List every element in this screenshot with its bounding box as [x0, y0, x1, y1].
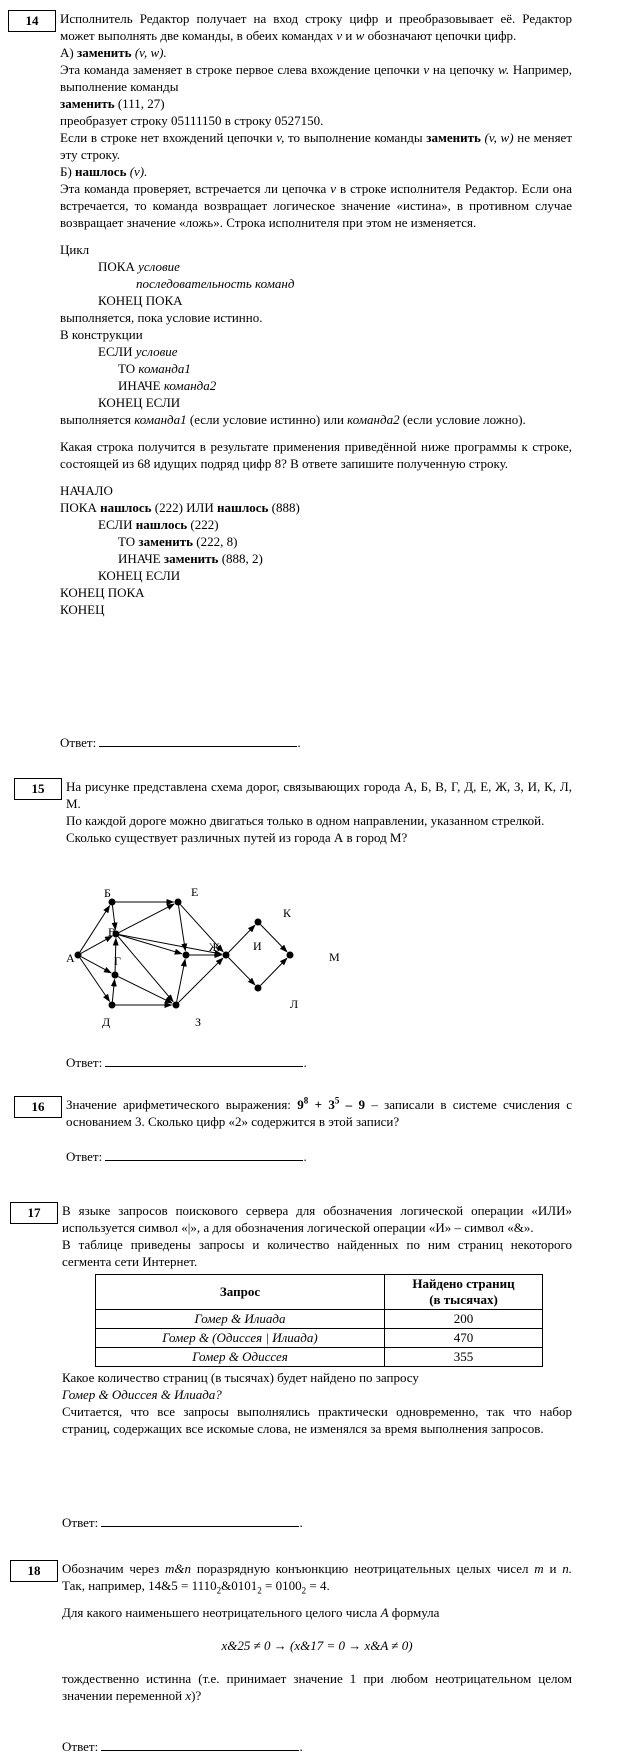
- question: Для какого наименьшего неотрицательного целого числа A формула: [62, 1605, 440, 1620]
- road-z-zh: [177, 959, 185, 1001]
- task-body: [62, 1202, 572, 1437]
- node-label-l: Л: [290, 997, 299, 1011]
- task-number: 14: [8, 10, 56, 32]
- loop-while: ПОКА условие: [98, 259, 180, 274]
- loop-label: Цикл: [60, 242, 90, 257]
- road-k-m: [260, 925, 286, 952]
- table-header: [96, 1275, 543, 1310]
- col-found: Найдено страниц (в тысячах): [385, 1275, 543, 1310]
- if-end: КОНЕЦ ЕСЛИ: [98, 395, 181, 410]
- count-cell: 200: [385, 1310, 543, 1329]
- road-graph: [60, 880, 350, 1030]
- answer-row: Ответ: .: [66, 1052, 578, 1071]
- table-row: [96, 1348, 543, 1367]
- question-1: Какое количество страниц (в тысячах) будет найдено по запросу: [62, 1370, 419, 1385]
- loop-end: КОНЕЦ ПОКА: [98, 293, 183, 308]
- prog-end: КОНЕЦ: [60, 602, 105, 617]
- city-node-g: [112, 972, 119, 979]
- node-label-v: В: [108, 925, 117, 939]
- node-label-k: К: [283, 906, 292, 920]
- answer-label: Ответ:: [60, 735, 97, 750]
- query-cell: Гомер & (Одиссея | Илиада): [96, 1329, 385, 1348]
- answer-label: Ответ:: [62, 1515, 99, 1530]
- query-cell: Гомер & Одиссея: [96, 1348, 385, 1367]
- if-intro: В конструкции: [60, 327, 143, 342]
- node-label-m: М: [329, 950, 340, 964]
- city-node-m: [287, 952, 294, 959]
- node-label-e: Е: [191, 885, 199, 899]
- query-table: [95, 1274, 543, 1367]
- road-z-i: [178, 958, 222, 1002]
- task-number: 17: [10, 1202, 58, 1224]
- example-result: преобразует строку 05111150 в строку 0527150.: [60, 113, 324, 128]
- road-d-g: [112, 979, 114, 1001]
- count-cell: 355: [385, 1348, 543, 1367]
- prog-begin: НАЧАЛО: [60, 483, 113, 498]
- road-e-zh: [179, 905, 186, 950]
- city-node-l: [255, 985, 262, 992]
- intro: Исполнитель Редактор получает на вход строку цифр и преобразовывает её. Редактор может выполнять две команды, в обеих командах v и w обозначают цепочки цифр.: [60, 11, 572, 43]
- node-label-z: З: [195, 1015, 202, 1029]
- cmd-b-heading: Б) нашлось (v).: [60, 164, 148, 179]
- text-2: По каждой дороге можно двигаться только в одном направлении, указанном стрелкой.: [66, 813, 545, 828]
- program: [60, 482, 572, 618]
- prog-while: ПОКА нашлось (222) ИЛИ нашлось (888): [60, 500, 300, 515]
- road-v-z: [118, 937, 173, 1002]
- cmd-a-note: Если в строке нет вхождений цепочки v, то выполнение команды заменить (v, w) не меняет эту строку.: [60, 130, 573, 162]
- cmd-b-desc: Эта команда проверяет, встречается ли цепочка v в строке исполнителя Редактор. Если она встречается, то команда возвращает логическое значение «истина», в противном случае возвращает значение «ложь». Строка исполнителя при этом не изменяется.: [60, 181, 573, 230]
- answer-label: Ответ:: [66, 1055, 103, 1070]
- task-body: [66, 778, 572, 846]
- formula: x&25 ≠ 0 → (x&17 = 0 → x&A ≠ 0): [221, 1638, 413, 1653]
- text-1: На рисунке представлена схема дорог, связывающих города А, Б, В, Г, Д, Е, Ж, З, И, К, Л, М.: [66, 779, 572, 811]
- table-row: [96, 1310, 543, 1329]
- table-row: [96, 1329, 543, 1348]
- answer-row: Ответ: .: [60, 732, 572, 751]
- expression-text: Значение арифметического выражения: $9^8 + 3^5 - 9$ – записали в системе счисления с основанием 3. Сколько цифр «2» содержится в этой записи?: [66, 1095, 573, 1129]
- prog-endwhile: КОНЕЦ ПОКА: [60, 585, 145, 600]
- city-node-e: [175, 899, 182, 906]
- answer-label: Ответ:: [62, 1739, 99, 1754]
- road-l-m: [260, 958, 286, 985]
- node-label-a: А: [66, 951, 75, 965]
- prog-then: ТО заменить (222, 8): [118, 534, 238, 549]
- road-v-i: [119, 935, 221, 954]
- city-node-z: [173, 1002, 180, 1009]
- then-line: ТО команда1: [118, 361, 191, 376]
- node-label-b: Б: [104, 886, 111, 900]
- answer-field[interactable]: [101, 1512, 299, 1527]
- road-g-z: [118, 977, 172, 1003]
- task-number: 15: [14, 778, 62, 800]
- road-i-l: [228, 958, 254, 985]
- prog-else: ИНАЧЕ заменить (888, 2): [118, 551, 263, 566]
- answer-row: Ответ: .: [62, 1736, 574, 1755]
- col-query: Запрос: [96, 1275, 385, 1310]
- definition: Обозначим через m&n поразрядную конъюнкцию неотрицательных целых чисел m и n. Так, например, 14&5 = $1110_2\&0101_2 = 0100_2 = 4$.: [62, 1561, 572, 1596]
- task-body: [60, 10, 572, 618]
- node-label-zh: Ж: [209, 940, 220, 954]
- cmd-a-desc: Эта команда заменяет в строке первое слева вхождение цепочки v на цепочку w. Например, выполнение команды: [60, 62, 573, 94]
- city-node-i: [223, 952, 230, 959]
- text-3: Сколько существует различных путей из города А в город М?: [66, 830, 408, 845]
- answer-field[interactable]: [105, 1052, 303, 1067]
- count-cell: 470: [385, 1329, 543, 1348]
- node-label-g: Г: [114, 954, 121, 968]
- note: Считается, что все запросы выполнялись практически одновременно, так что набор страниц, содержащих все искомые слова, не изменялся за время выполнения запросов.: [62, 1404, 572, 1436]
- else-line: ИНАЧЕ команда2: [118, 378, 217, 393]
- city-node-a: [75, 952, 82, 959]
- question-query: Гомер & Одиссея & Илиада?: [62, 1387, 222, 1402]
- question: Какая строка получится в результате применения приведённой ниже программы к строке, состоящей из 68 идущих подряд цифр 8? В ответе запишите полученную строку.: [60, 439, 572, 471]
- expression: $9^8 + 3^5 - 9$: [297, 1095, 365, 1112]
- query-cell: Гомер & Илиада: [96, 1310, 385, 1329]
- task-body: [66, 1096, 572, 1130]
- road-a-g: [81, 957, 111, 973]
- task-number: 18: [10, 1560, 58, 1582]
- example-cmd: заменить (111, 27): [60, 96, 165, 111]
- city-node-d: [109, 1002, 116, 1009]
- answer-label: Ответ:: [66, 1149, 103, 1164]
- loop-desc: выполняется, пока условие истинно.: [60, 310, 263, 325]
- tail: тождественно истинна (т.е. принимает значение 1 при любом неотрицательном целом значении переменной x)?: [62, 1671, 572, 1703]
- answer-field[interactable]: [105, 1146, 303, 1161]
- road-a-b: [80, 906, 110, 952]
- task-body: [62, 1560, 572, 1704]
- city-node-k: [255, 919, 262, 926]
- text-2: В таблице приведены запросы и количество найденных по ним страниц некоторого сегмента сети Интернет.: [62, 1237, 572, 1269]
- answer-row: Ответ: .: [62, 1512, 574, 1531]
- road-i-k: [228, 925, 254, 952]
- prog-endif: КОНЕЦ ЕСЛИ: [98, 568, 181, 583]
- city-node-zh: [183, 952, 190, 959]
- answer-row: Ответ: .: [66, 1146, 578, 1165]
- node-label-d: Д: [102, 1015, 111, 1029]
- if-line: ЕСЛИ условие: [98, 344, 178, 359]
- answer-field[interactable]: [101, 1736, 299, 1751]
- answer-field[interactable]: [99, 732, 297, 747]
- if-desc: выполняется команда1 (если условие истинно) или команда2 (если условие ложно).: [60, 412, 526, 427]
- node-label-i: И: [253, 939, 262, 953]
- cmd-a-heading: А) заменить (v, w).: [60, 45, 167, 60]
- task-number: 16: [14, 1096, 62, 1118]
- loop-seq: последовательность команд: [136, 276, 295, 291]
- prog-if: ЕСЛИ нашлось (222): [98, 517, 219, 532]
- road-v-e: [119, 904, 174, 932]
- text-1: В языке запросов поискового сервера для обозначения логической операции «ИЛИ» используется символ «|», а для обозначения логической операции «И» – символ «&».: [62, 1203, 572, 1235]
